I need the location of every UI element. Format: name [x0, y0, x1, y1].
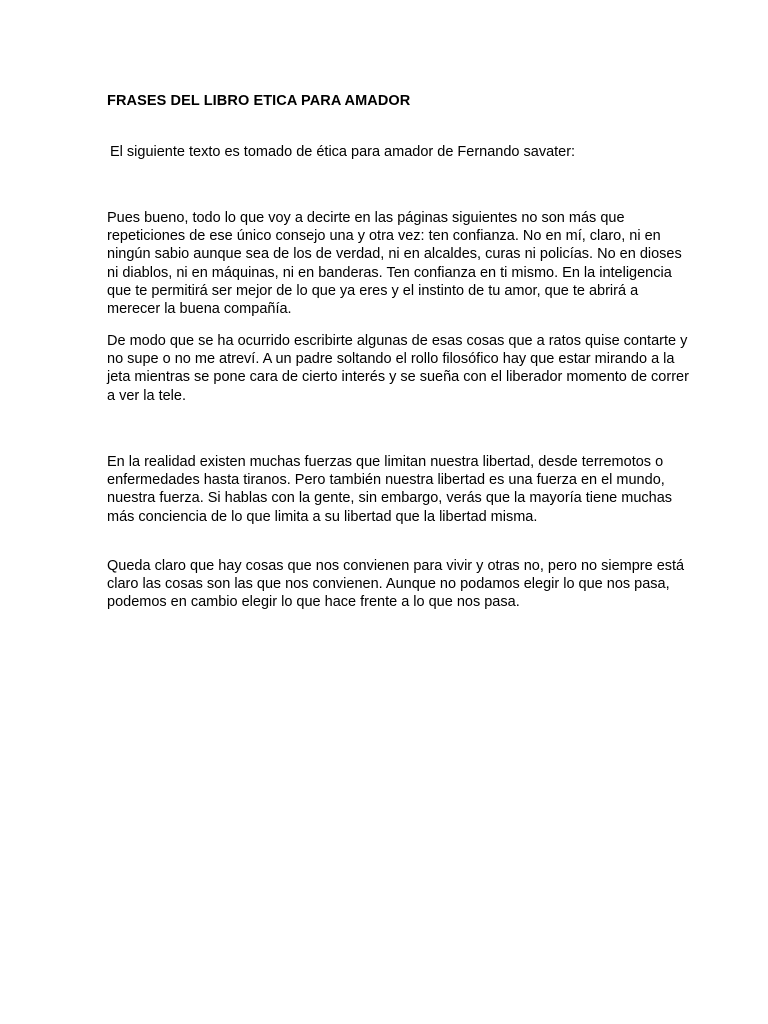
intro-text: El siguiente texto es tomado de ética para amador de Fernando savater: — [110, 144, 576, 160]
paragraph-confianza: Pues bueno, todo lo que voy a decirte en las páginas siguientes no son más que repeticiones de ese único consejo una y otra vez: ten confianza. No en mí, claro, ni en ningún sabio aunque sea de los de verdad, ni en alcaldes, curas ni policías. No en dioses ni diablos, ni en máquinas, ni en banderas. Ten confianza en ti mismo. En la inteligencia que te permitirá ser mejor de lo que ya eres y el instinto de tu amor, que te abrirá a merecer la buena compañía. — [107, 210, 682, 318]
paragraph-libertad: En la realidad existen muchas fuerzas que limitan nuestra libertad, desde terremotos o enfermedades hasta tiranos. Pero también nuestra libertad es una fuerza en el mundo, nuestra fuerza. Si hablas con la gente, sin embargo, verás que la mayoría tiene muchas más conciencia de lo que limita a su libertad que la libertad misma. — [107, 454, 673, 525]
paragraph-convienen: Queda claro que hay cosas que nos convienen para vivir y otras no, pero no siempre está claro las cosas son las que nos convienen. Aunque no podamos elegir lo que nos pasa, podemos en cambio elegir lo que hace frente a lo que nos pasa. — [107, 558, 685, 611]
document-title: FRASES DEL LIBRO ETICA PARA AMADOR — [107, 93, 411, 109]
paragraph-padre: De modo que se ha ocurrido escribirte algunas de esas cosas que a ratos quise contarte y no supe o no me atreví. A un padre soltando el rollo filosófico hay que estar mirando a la jeta mientras se pone cara de cierto interés y se sueña con el liberador momento de correr a ver la tele. — [107, 333, 689, 404]
